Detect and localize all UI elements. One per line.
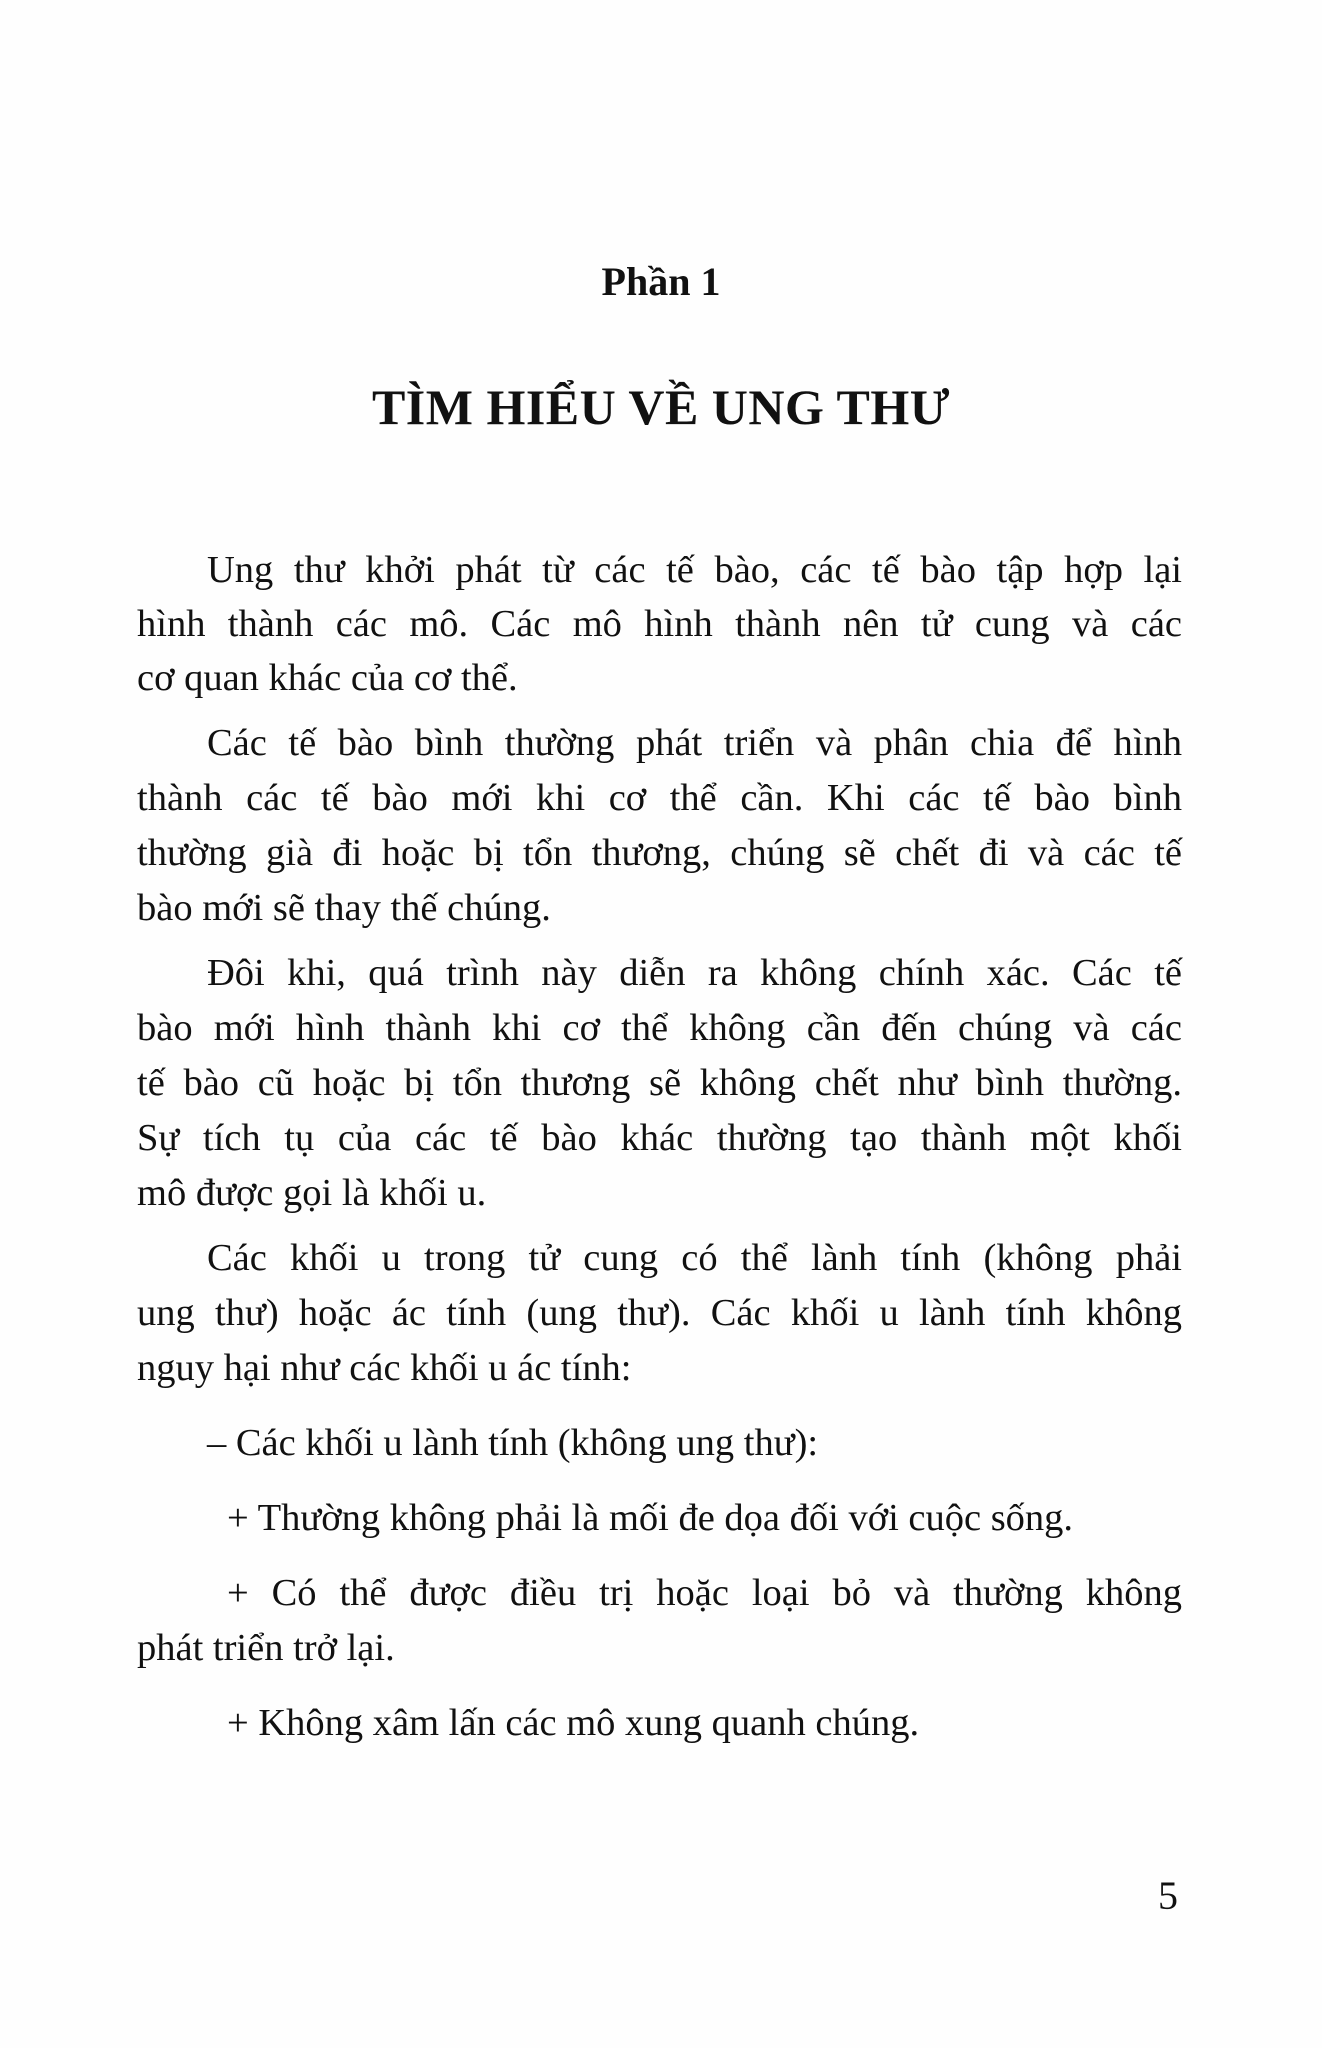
- part-label: Phần 1: [601, 259, 721, 304]
- page-number: 5: [1158, 1873, 1178, 1918]
- text-line: bào mới sẽ thay thế chúng.: [137, 887, 551, 929]
- text-line: nguy hại như các khối u ác tính:: [137, 1347, 632, 1389]
- text-line: Các tế bào bình thường phát triển và phân chia để hình: [207, 722, 1182, 764]
- text-line: thành các tế bào mới khi cơ thể cần. Khi các tế bào bình: [137, 777, 1182, 819]
- text-line: + Không xâm lấn các mô xung quanh chúng.: [227, 1702, 920, 1744]
- text-line: cơ quan khác của cơ thể.: [137, 657, 518, 699]
- text-line: hình thành các mô. Các mô hình thành nên tử cung và các: [137, 603, 1182, 645]
- text-line: + Có thể được điều trị hoặc loại bỏ và thường không: [227, 1572, 1182, 1614]
- text-line: Sự tích tụ của các tế bào khác thường tạo thành một khối: [137, 1117, 1182, 1159]
- text-line: Các khối u trong tử cung có thể lành tính (không phải: [207, 1237, 1182, 1279]
- text-line: thường già đi hoặc bị tổn thương, chúng sẽ chết đi và các tế: [137, 832, 1182, 874]
- text-line: phát triển trở lại.: [137, 1627, 395, 1669]
- text-line: mô được gọi là khối u.: [137, 1172, 487, 1214]
- text-line: + Thường không phải là mối đe dọa đối với cuộc sống.: [227, 1497, 1074, 1539]
- text-line: Ung thư khởi phát từ các tế bào, các tế bào tập hợp lại: [207, 549, 1182, 591]
- text-line: – Các khối u lành tính (không ung thư):: [207, 1422, 819, 1464]
- text-line: bào mới hình thành khi cơ thể không cần đến chúng và các: [137, 1007, 1182, 1049]
- text-line: ung thư) hoặc ác tính (ung thư). Các khối u lành tính không: [137, 1292, 1182, 1334]
- text-line: tế bào cũ hoặc bị tổn thương sẽ không chết như bình thường.: [137, 1062, 1182, 1104]
- text-line: Đôi khi, quá trình này diễn ra không chính xác. Các tế: [207, 952, 1182, 994]
- chapter-title: TÌM HIỂU VỀ UNG THƯ: [371, 379, 951, 435]
